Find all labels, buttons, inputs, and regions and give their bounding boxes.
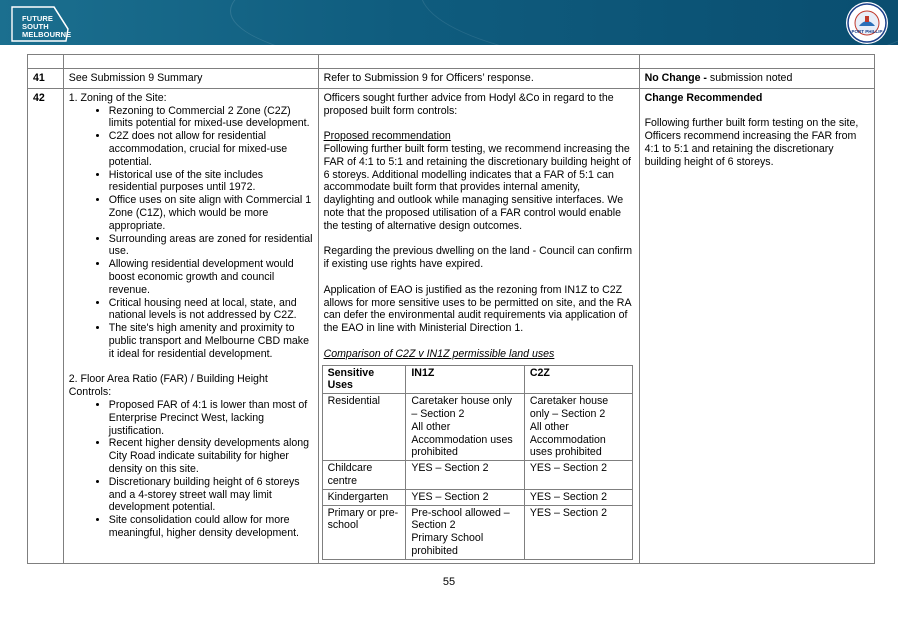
table-cell: Pre-school allowed – Section 2 Primary School prohibited — [406, 505, 525, 559]
comparison-row — [322, 505, 632, 559]
table-cell: Caretaker house only – Section 2 All other Accommodation uses prohibited — [406, 394, 525, 461]
city-of-port-phillip-seal — [846, 2, 888, 44]
recommendation-heading: Proposed recommendation — [323, 130, 451, 143]
column-header: C2Z — [524, 365, 632, 394]
list-item: • Discretionary building height of 6 storeys and a 4-storey street wall may limit development potential. — [109, 476, 313, 514]
future-south-melbourne-logo — [8, 3, 78, 43]
seal-icon — [846, 2, 888, 44]
comparison-row — [322, 394, 632, 461]
table-cell: YES – Section 2 — [524, 461, 632, 490]
table-cell: Primary or pre-school — [322, 505, 406, 559]
outcome-label: Change Recommended — [644, 91, 763, 104]
table-cell: Residential — [322, 394, 406, 461]
table-row — [28, 69, 875, 89]
list-item: • Allowing residential development would boost economic growth and council revenue. — [109, 258, 313, 296]
table-cell: Kindergarten — [322, 489, 406, 505]
far-points-list — [69, 399, 313, 540]
submissions-table — [27, 54, 875, 564]
comparison-row — [322, 489, 632, 505]
list-item: • Critical housing need at local, state, and national levels is not addressed by C2Z. — [109, 297, 313, 323]
outcome-cell — [639, 88, 874, 563]
submission-number: 41 — [28, 69, 64, 89]
submission-summary — [63, 88, 318, 563]
table-cell: Childcare centre — [322, 461, 406, 490]
logo-line: MELBOURNE — [22, 30, 72, 39]
table-cell: YES – Section 2 — [524, 489, 632, 505]
outcome-label: No Change - — [644, 72, 707, 84]
dwelling-text: Regarding the previous dwelling on the land - Council can confirm if existing use rights have expired. — [323, 245, 633, 271]
zoning-heading: 1. Zoning of the Site: — [68, 91, 167, 104]
recommendation-text: Following further built form testing, we recommend increasing the FAR of 4:1 to 5:1 and retaining the discretionary building height of 6 storeys. Additional modelling indicates that a FAR of 5:1 can accommodate built form that provides internal amenity, daylighting and outlook while managing sensitive interfaces. We note that the proposed utilisation of a FAR control would enable the testing of alternative design outcomes. — [323, 142, 631, 232]
officer-response: Refer to Submission 9 for Officers’ response. — [318, 69, 639, 89]
list-item: • Surrounding areas are zoned for residential use. — [109, 233, 313, 259]
list-item: • Proposed FAR of 4:1 is lower than most of Enterprise Precinct West, lacking justification. — [109, 399, 313, 437]
table-cell: YES – Section 2 — [406, 489, 525, 505]
page-number: 55 — [442, 576, 456, 588]
logo-line: SOUTH — [22, 22, 49, 31]
list-item: • Recent higher density developments along City Road indicate suitability for higher density on this site. — [109, 437, 313, 475]
far-heading: 2. Floor Area Ratio (FAR) / Building Height Controls: — [68, 373, 268, 399]
table-cell: Caretaker house only – Section 2 All other Accommodation uses prohibited — [524, 394, 632, 461]
outcome-text: submission noted — [706, 72, 793, 84]
comparison-heading: Comparison of C2Z v IN1Z permissible land uses — [323, 347, 555, 360]
column-header: Sensitive Uses — [322, 365, 406, 394]
logo-line: FUTURE — [22, 14, 54, 23]
table-spacer-row — [28, 55, 875, 69]
eao-text: Application of EAO is justified as the rezoning from IN1Z to C2Z allows for more sensitive uses to be permitted on site, and the RA can defer the environmental audit requirements via application of the EAO in line with Ministerial Direction 1. — [323, 283, 631, 335]
outcome-cell — [639, 69, 874, 89]
list-item: • Historical use of the site includes residential purposes until 1972. — [109, 169, 313, 195]
table-cell: YES – Section 2 — [524, 505, 632, 559]
header-banner — [0, 0, 898, 45]
zoning-points-list — [69, 105, 313, 361]
list-item: • The site's high amenity and proximity to public transport and Melbourne CBD make it ideal for residential development. — [109, 322, 313, 360]
land-use-comparison-table — [322, 365, 633, 560]
list-item: • Site consolidation could allow for more meaningful, higher density development. — [109, 514, 313, 540]
table-row — [28, 88, 875, 563]
submission-summary: See Submission 9 Summary — [63, 69, 318, 89]
comparison-header-row — [322, 365, 632, 394]
submission-number: 42 — [28, 88, 64, 563]
comparison-row — [322, 461, 632, 490]
outcome-text: Following further built form testing on the site, Officers recommend increasing the FAR from 4:1 to 5:1 and retaining the discretionary building height of 6 storeys. — [644, 117, 859, 168]
list-item: • Rezoning to Commercial 2 Zone (C2Z) limits potential for mixed-use development. — [109, 105, 313, 131]
table-cell: YES – Section 2 — [406, 461, 525, 490]
response-intro: Officers sought further advice from Hodyl &Co in regard to the proposed built form controls: — [323, 91, 614, 117]
list-item: • C2Z does not allow for residential accommodation, crucial for mixed-use potential. — [109, 130, 313, 168]
seal-label: PORT PHILLIP — [851, 29, 883, 34]
column-header: IN1Z — [406, 365, 525, 394]
officer-response — [318, 88, 639, 563]
banner-decoration — [420, 0, 898, 45]
list-item: • Office uses on site align with Commercial 1 Zone (C1Z), which would be more appropriate. — [109, 194, 313, 232]
